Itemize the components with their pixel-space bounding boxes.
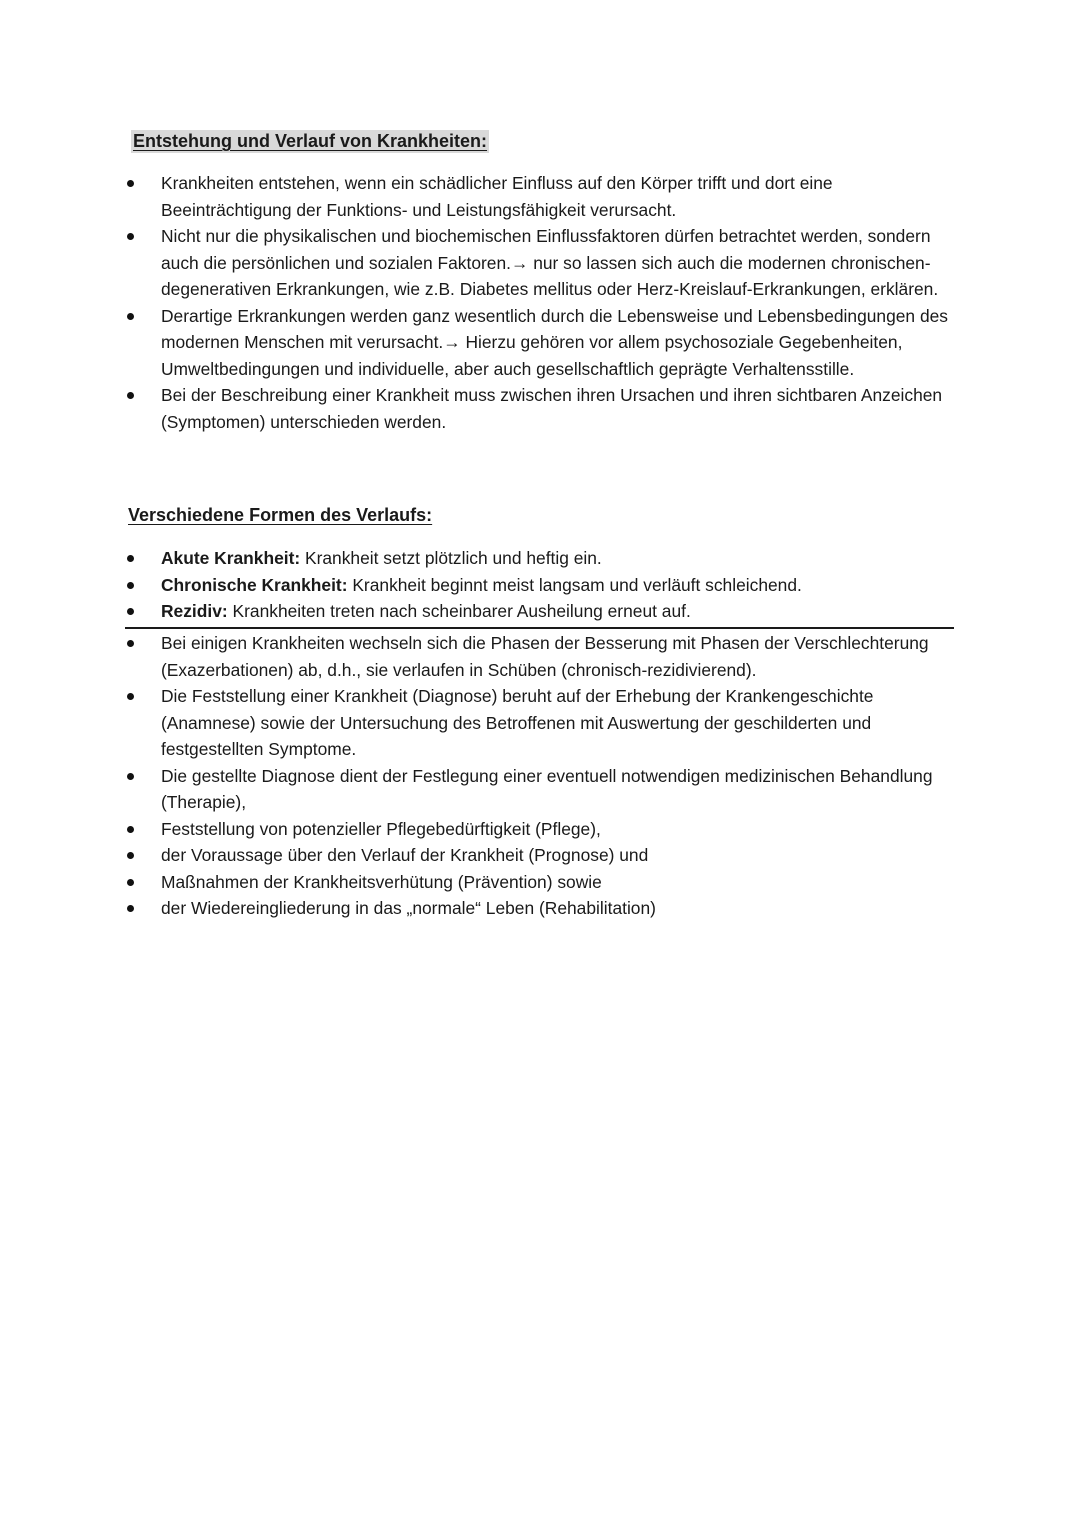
list-item-text: Feststellung von potenzieller Pflegebedürftigkeit (Pflege),: [161, 818, 601, 839]
term-definition: Krankheiten treten nach scheinbarer Ausheilung erneut auf.: [227, 601, 691, 621]
bullet-list-diagnose: [0, 630, 961, 922]
bullet-icon: [127, 313, 134, 320]
list-item: [0, 572, 961, 599]
bullet-icon: [127, 693, 134, 700]
bullet-icon: [127, 879, 134, 886]
term-definition: Krankheit beginnt meist langsam und verläuft schleichend.: [347, 574, 802, 595]
bullet-icon: [127, 233, 134, 240]
bullet-list-verlaufsformen: [0, 545, 961, 625]
horizontal-divider: [125, 627, 954, 629]
bullet-list-entstehung: [0, 170, 961, 435]
term-definition: Krankheit setzt plötzlich und heftig ein.: [300, 548, 602, 568]
list-item-text: Die Feststellung einer Krankheit (Diagnose) beruht auf der Erhebung der Krankengeschichte (Anamnese) sowie der Untersuchung des Betroffenen mit Auswertung der geschilderten und festgestellten Symptome.: [161, 686, 874, 759]
list-item: [0, 683, 961, 763]
bullet-icon: [127, 826, 134, 833]
list-item: [0, 816, 961, 843]
list-item-text: Bei der Beschreibung einer Krankheit muss zwischen ihren Ursachen und ihren sichtbaren Anzeichen (Symptomen) unterschieden werden.: [161, 385, 943, 432]
list-item-text: Nicht nur die physikalischen und biochemischen Einflussfaktoren dürfen betrachtet werden, sondern auch die persönlichen und sozialen Faktoren.→ nur so lassen sich auch die modernen chronischen-degenerativen Erkrankungen, wie z.B. Diabetes mellitus oder Herz-Kreislauf-Erkrankungen, erklären.: [161, 226, 939, 299]
list-item-text: Die gestellte Diagnose dient der Festlegung einer eventuell notwendigen medizinischen Behandlung (Therapie),: [161, 765, 933, 812]
list-item: [0, 763, 961, 816]
bullet-icon: [127, 773, 134, 780]
list-item: [0, 598, 961, 625]
list-item-text: Derartige Erkrankungen werden ganz wesentlich durch die Lebensweise und Lebensbedingungen des modernen Menschen mit verursacht.→ Hierzu gehören vor allem psychosoziale Gegebenheiten, Umweltbedingungen und individuelle, aber auch gesellschaftlich geprägte Verhaltensstille.: [161, 305, 948, 379]
list-item: [0, 170, 961, 223]
term-label: Rezidiv:: [161, 601, 228, 621]
bullet-icon: [127, 392, 134, 399]
list-item-text: Krankheiten entstehen, wenn ein schädlicher Einfluss auf den Körper trifft und dort eine Beeinträchtigung der Funktions- und Leistungsfähigkeit verursacht.: [161, 173, 833, 220]
list-item: [0, 869, 961, 896]
term-label: Chronische Krankheit:: [161, 574, 348, 595]
bullet-icon: [127, 640, 134, 647]
list-item: [0, 842, 961, 869]
list-item: [0, 545, 961, 572]
list-item: [0, 382, 961, 435]
list-item: [0, 895, 961, 922]
bullet-icon: [127, 582, 134, 589]
bullet-icon: [127, 905, 134, 912]
section-heading-verlaufsformen: Verschiedene Formen des Verlaufs:: [128, 505, 433, 525]
bullet-icon: [127, 608, 134, 615]
term-label: Akute Krankheit:: [161, 548, 301, 568]
list-item-text: Maßnahmen der Krankheitsverhütung (Prävention) sowie: [161, 871, 602, 892]
list-item-text: der Wiedereingliederung in das „normale“ Leben (Rehabilitation): [161, 898, 656, 918]
list-item-text: Bei einigen Krankheiten wechseln sich die Phasen der Besserung mit Phasen der Verschlechterung (Exazerbationen) ab, d.h., sie verlaufen in Schüben (chronisch-rezidivierend).: [161, 633, 929, 680]
list-item: [0, 303, 961, 383]
bullet-icon: [127, 852, 134, 859]
bullet-icon: [127, 180, 134, 187]
bullet-icon: [127, 555, 134, 562]
section-heading-entstehung: Entstehung und Verlauf von Krankheiten:: [133, 131, 488, 151]
list-item: [0, 630, 961, 683]
list-item-text: der Voraussage über den Verlauf der Krankheit (Prognose) und: [161, 845, 649, 865]
list-item: [0, 223, 961, 303]
